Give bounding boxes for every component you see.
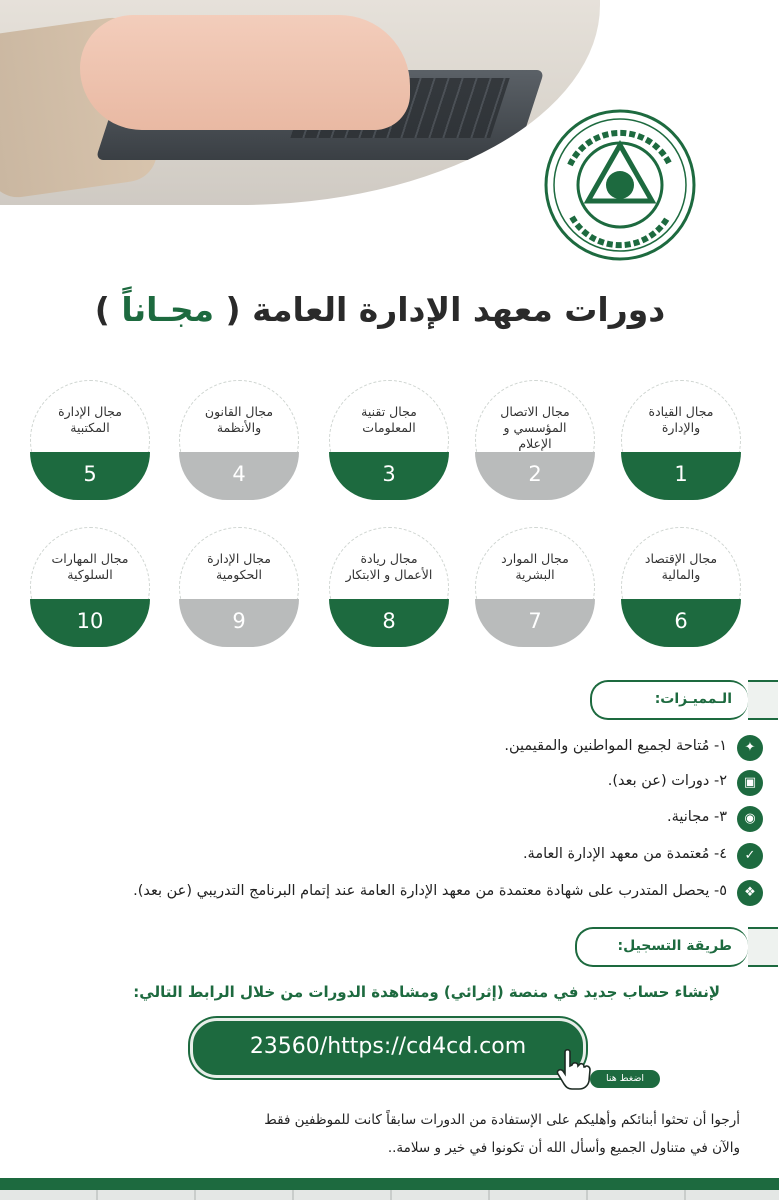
field-card-9 <box>179 527 299 647</box>
footer-line-2: والآن في متناول الجميع وأسأل الله أن تكونوا في خير و سلامة.. <box>387 1140 740 1156</box>
registration-heading: طريقة التسجيل: <box>575 927 748 967</box>
field-card-number: 2 <box>475 452 595 500</box>
field-card-10 <box>30 527 150 647</box>
field-card-label: مجال الاتصال المؤسسي و الإعلام <box>500 404 570 451</box>
approved-check-icon: ✓ <box>737 843 763 869</box>
field-card-label: مجال الإدارة المكتبية <box>58 404 122 435</box>
certificate-icon: ❖ <box>737 880 763 906</box>
field-card-5 <box>30 380 150 500</box>
click-here-button[interactable]: اضغط هنا <box>590 1070 660 1088</box>
field-card-label: مجال الإقتصاد والمالية <box>644 551 718 582</box>
field-card-number: 5 <box>30 452 150 500</box>
field-card-number: 9 <box>179 599 299 647</box>
field-card-7 <box>475 527 595 647</box>
field-card-label: مجال الموارد البشرية <box>501 551 569 582</box>
field-card-number: 8 <box>329 599 449 647</box>
institute-seal-logo <box>540 105 700 265</box>
bottom-bar <box>0 1178 779 1190</box>
field-card-3 <box>329 380 449 500</box>
people-icon: ✦ <box>737 735 763 761</box>
field-card-6 <box>621 527 741 647</box>
field-card-number: 10 <box>30 599 150 647</box>
field-card-number: 7 <box>475 599 595 647</box>
field-card-4 <box>179 380 299 500</box>
feature-item: ✓ ٤- مُعتمدة من معهد الإدارة العامة. <box>23 843 763 869</box>
features-heading: الـمميـزات: <box>590 680 748 720</box>
registration-instructions: لإنشاء حساب جديد في منصة (إثرائي) ومشاهدة الدورات من خلال الرابط التالي: <box>133 983 720 1001</box>
field-card-2 <box>475 380 595 500</box>
page-title <box>60 290 700 329</box>
hand-pointer-icon <box>555 1048 591 1090</box>
field-card-number: 3 <box>329 452 449 500</box>
hero-hand <box>80 15 410 130</box>
field-card-number: 6 <box>621 599 741 647</box>
bottom-strip <box>0 1190 779 1200</box>
feature-item: ❖ ٥- يحصل المتدرب على شهادة معتمدة من معهد الإدارة العامة عند إتمام البرنامج التدريبي (عن بعد). <box>23 880 763 906</box>
field-card-label: مجال ريادة الأعمال و الابتكار <box>345 551 433 582</box>
feature-item: ◉ ٣- مجانية. <box>23 806 763 832</box>
monitor-icon: ▣ <box>737 770 763 796</box>
field-card-number: 4 <box>179 452 299 500</box>
title-main: دورات معهد الإدارة العامة ( <box>225 290 666 329</box>
title-close: ) <box>94 290 110 329</box>
title-free-highlight: مجـاناً <box>109 290 226 329</box>
feature-item: ✦ ١- مُتاحة لجميع المواطنين والمقيمين. <box>23 735 763 761</box>
field-card-label: مجال القانون والأنظمة <box>204 404 274 435</box>
field-card-label: مجال القيادة والإدارة <box>648 404 714 435</box>
hero-photo <box>0 0 600 205</box>
registration-link-button[interactable]: 23560/https://cd4cd.com <box>190 1018 586 1078</box>
field-card-label: مجال الإدارة الحكومية <box>207 551 271 582</box>
field-card-8 <box>329 527 449 647</box>
free-badge-icon: ◉ <box>737 806 763 832</box>
footer-line-1: أرجوا أن تحثوا أبنائكم وأهليكم على الإستفادة من الدورات سابقاً كانت للموظفين فقط <box>264 1112 740 1128</box>
field-card-label: مجال تقنية المعلومات <box>361 404 417 435</box>
feature-item: ▣ ٢- دورات (عن بعد). <box>23 770 763 796</box>
field-card-number: 1 <box>621 452 741 500</box>
field-card-1 <box>621 380 741 500</box>
field-card-label: مجال المهارات السلوكية <box>51 551 129 582</box>
